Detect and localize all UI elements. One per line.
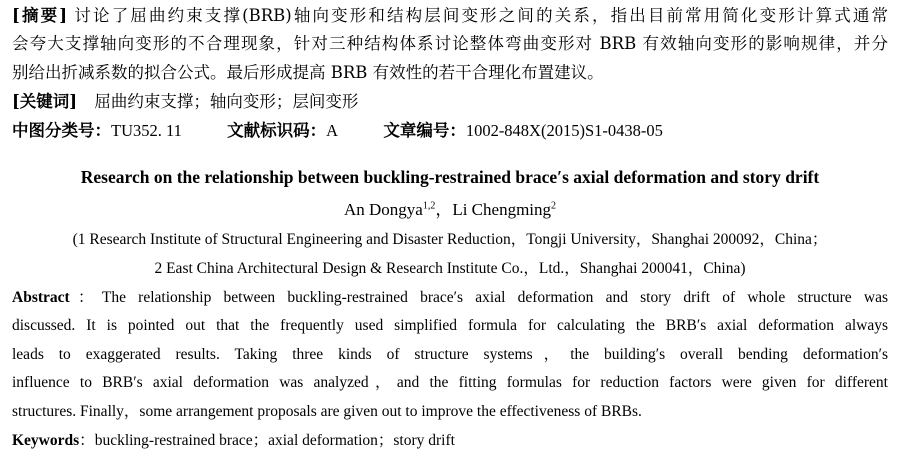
article-label: 文章编号： — [383, 121, 466, 140]
cn-abstract-label: [摘要] — [12, 6, 68, 25]
clc-value: TU352. 11 — [111, 121, 182, 140]
author-2: Li Chengming — [452, 200, 552, 219]
author-1-affil: 1,2 — [422, 200, 436, 212]
en-keywords — [12, 431, 888, 451]
classification-line — [12, 121, 888, 141]
en-abstract-label: Abstract — [12, 289, 70, 306]
en-keywords-text: buckling-restrained brace；axial deformation；story drift — [94, 432, 455, 449]
cn-abstract-line-2 — [12, 34, 888, 54]
cn-keywords — [12, 92, 888, 112]
author-1: An Dongya — [343, 200, 423, 219]
en-abstract-line-3: leads to exaggerated results. Taking three kinds of structure systems，the building′s overall bending deformation′s — [12, 346, 888, 363]
author-2-affil: 2 — [551, 200, 557, 212]
article-number — [383, 121, 663, 141]
affiliation-2: 2 East China Architectural Design & Research Institute Co.，Ltd.，Shanghai 200041，China) — [154, 260, 746, 277]
doc-code — [227, 121, 338, 141]
affiliation-1: (1 Research Institute of Structural Engineering and Disaster Reduction，Tongji University，Shanghai 200092，China； — [72, 231, 828, 248]
en-keywords-label: Keywords — [12, 432, 80, 449]
authors — [0, 200, 900, 220]
cn-abstract-line-3 — [12, 63, 888, 83]
clc-label: 中图分类号： — [12, 121, 111, 140]
en-abstract-line-4: influence to BRB′s axial deformation was analyzed，and the fitting formulas for reduction factors were given for different — [12, 374, 888, 391]
cn-abstract-line-1 — [12, 6, 888, 26]
en-abstract-line-2: discussed. It is pointed out that the frequently used simplified formula for calculating the BRB′s axial deformation always — [12, 317, 888, 334]
author-separator: ， — [435, 200, 453, 219]
en-abstract-line-1 — [12, 288, 888, 308]
cn-keywords-label: [关键词] — [12, 92, 78, 111]
doc-value: A — [326, 121, 339, 140]
clc-number — [12, 121, 182, 141]
en-keywords-colon: ： — [79, 432, 95, 449]
article-value: 1002-848X(2015)S1-0438-05 — [465, 121, 663, 140]
cn-keywords-text: 屈曲约束支撑；轴向变形；层间变形 — [94, 92, 359, 111]
en-abstract-colon: ： — [69, 289, 102, 306]
paper-title: Research on the relationship between buckling-restrained brace′s axial deformation and story drift — [80, 167, 820, 187]
en-abstract-text-1: The relationship between buckling-restrained brace′s axial deformation and story drift of whole structure was — [101, 289, 888, 306]
doc-label: 文献标识码： — [227, 121, 327, 140]
en-abstract-line-5: structures. Finally，some arrangement proposals are given out to improve the effectiveness of BRBs. — [12, 403, 642, 420]
cn-abstract-text-2: 会夸大支撑轴向变形的不合理现象，针对三种结构体系讨论整体弯曲变形对 BRB 有效轴向变形的影响规律，并分 — [12, 34, 888, 53]
cn-abstract-text-1: 讨论了屈曲约束支撑(BRB)轴向变形和结构层间变形之间的关系，指出目前常用简化变形计算式通常 — [74, 6, 888, 25]
cn-abstract-text-3: 别给出折减系数的拟合公式。最后形成提高 BRB 有效性的若干合理化布置建议。 — [12, 63, 604, 82]
